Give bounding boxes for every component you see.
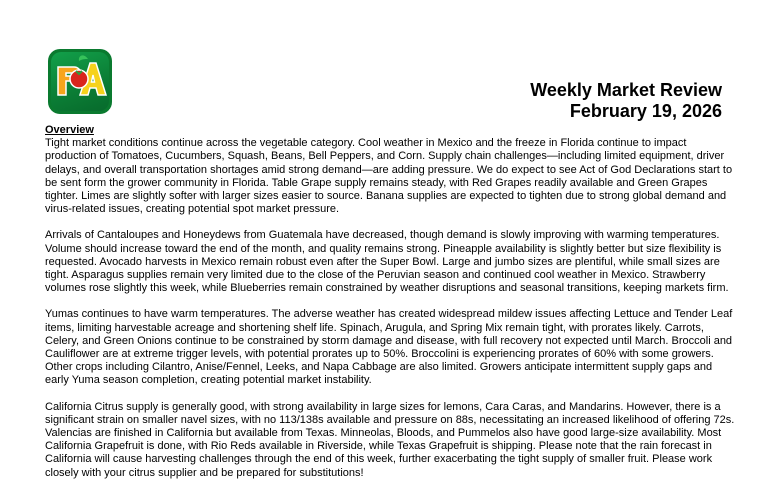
paragraph-yuma-vegetables: Yumas continues to have warm temperatures. The adverse weather has created widespread mildew issues affecting Lettuce and Tender Leaf items, limiting harvestable acreage and shortening shelf life. Spinach, Arugula, and Spring Mix remain tight, with prorates likely. Carrots, Celery, and Green Onions continue to be constrained by storm damage and disease, with full recovery not expected until March. Broccoli and Cauliflower are at extreme trigger levels, with potential prorates up to 50%. Broccolini is experiencing prorates of 60% with some growers. Other crops including Cilantro, Anise/Fennel, Leeks, and Napa Cabbage are also limited. Growers anticipate intermittent supply gaps and early Yuma season completion, creating potential market instability. — [45, 308, 733, 387]
overview-heading: Overview — [45, 124, 94, 136]
pa-produce-logo-icon — [48, 49, 112, 114]
report-header — [530, 80, 722, 122]
paragraph-melons-avocados: Arrivals of Cantaloupes and Honeydews from Guatemala have decreased, though demand is slowly improving with warming temperatures. Volume should increase toward the end of the month, and quality remains strong. Pineapple availability is slightly better but size flexibility is requested. Avocado harvests in Mexico remain robust even after the Super Bowl. Large and jumbo sizes are plentiful, while small sizes are tight. Asparagus supplies remain very limited due to the close of the Peruvian season and continued cool weather in Mexico. Strawberry volumes rose slightly this week, while Blueberries remain constrained by weather disruptions and seasonal transitions, keeping markets firm. — [45, 229, 729, 295]
company-logo — [48, 49, 112, 114]
paragraph-california-citrus: California Citrus supply is generally good, with strong availability in large sizes for lemons, Cara Caras, and Mandarins. However, there is a significant strain on smaller navel sizes, with no 113/138s available and pressure on 88s, necessitating an increased likelihood of offering 72s. Valencias are finished in California but available from Texas. Minneolas, Bloods, and Pummelos also have good large-size availability. Most California Grapefruit is done, with Rio Reds available in Riverside, while Texas Grapefruit is shipping. Please note that the rain forecast in California will cause harvesting challenges through the end of this week, further exacerbating the tight supply of smaller fruit. Please work closely with your citrus supplier and be prepared for substitutions! — [45, 400, 735, 479]
overview-section — [45, 124, 735, 493]
paragraph-vegetables-fruit: Tight market conditions continue across the vegetable category. Cool weather in Mexico and the freeze in Florida continue to impact production of Tomatoes, Cucumbers, Squash, Beans, Bell Peppers, and Corn. Supply chain challenges—including limited equipment, driver delays, and overall transportation shortages amid strong demand—are adding pressure. We do expect to see Act of God Declarations start to be sent form the grower community in Florida. Table Grape supply remains steady, with Red Grapes readily available and Green Grapes tighter. Limes are slightly softer with larger sizes easier to source. Banana supplies are expected to tighten due to strong global demand and virus-related issues, creating potential spot market pressure. — [45, 137, 733, 216]
report-date: February 19, 2026 — [569, 101, 722, 121]
report-title: Weekly Market Review — [530, 80, 722, 100]
